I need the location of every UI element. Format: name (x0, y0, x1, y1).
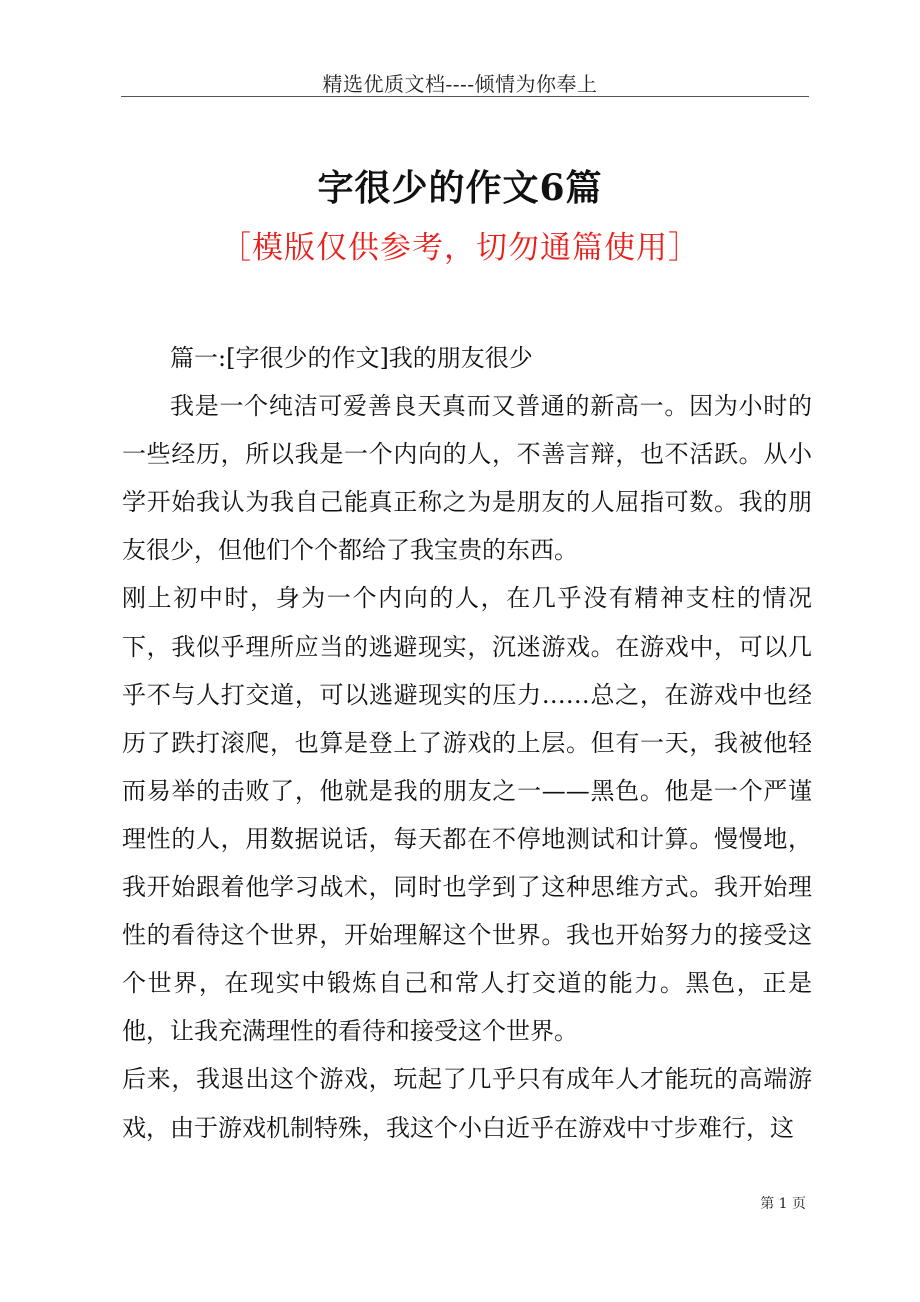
document-title: 字很少的作文6篇 (317, 167, 603, 209)
page-header: 精选优质文档----倾情为你奉上 (322, 72, 598, 96)
header-divider (121, 96, 809, 97)
article-body (122, 334, 812, 1152)
article-paragraph: 我是一个纯洁可爱善良天真而又普通的新高一。因为小时的一些经历，所以我是一个内向的人，不善言辩，也不活跃。从小学开始我认为我自己能真正称之为是朋友的人屈指可数。我的朋友很少，但他们个个都给了我宝贵的东西。 (122, 392, 812, 565)
article-heading: 篇一:[字很少的作文]我的朋友很少 (170, 344, 533, 372)
document-subtitle: ［模版仅供参考，切勿通篇使用］ (220, 230, 700, 266)
article-paragraph: 后来，我退出这个游戏，玩起了几乎只有成年人才能玩的高端游戏，由于游戏机制特殊，我这个小白近乎在游戏中寸步难行，这 (122, 1065, 812, 1142)
article-paragraph: 刚上初中时，身为一个内向的人，在几乎没有精神支柱的情况下，我似乎理所应当的逃避现实，沉迷游戏。在游戏中，可以几乎不与人打交道，可以逃避现实的压力……总之，在游戏中也经历了跌打滚爬，也算是登上了游戏的上层。但有一天，我被他轻而易举的击败了，他就是我的朋友之一——黑色。他是一个严谨理性的人，用数据说话，每天都在不停地测试和计算。慢慢地，我开始跟着他学习战术，同时也学到了这种思维方式。我开始理性的看待这个世界，开始理解这个世界。我也开始努力的接受这个世界，在现实中锻炼自己和常人打交道的能力。黑色，正是他，让我充满理性的看待和接受这个世界。 (122, 584, 812, 1046)
page-number: 第 1 页 (760, 1196, 806, 1212)
